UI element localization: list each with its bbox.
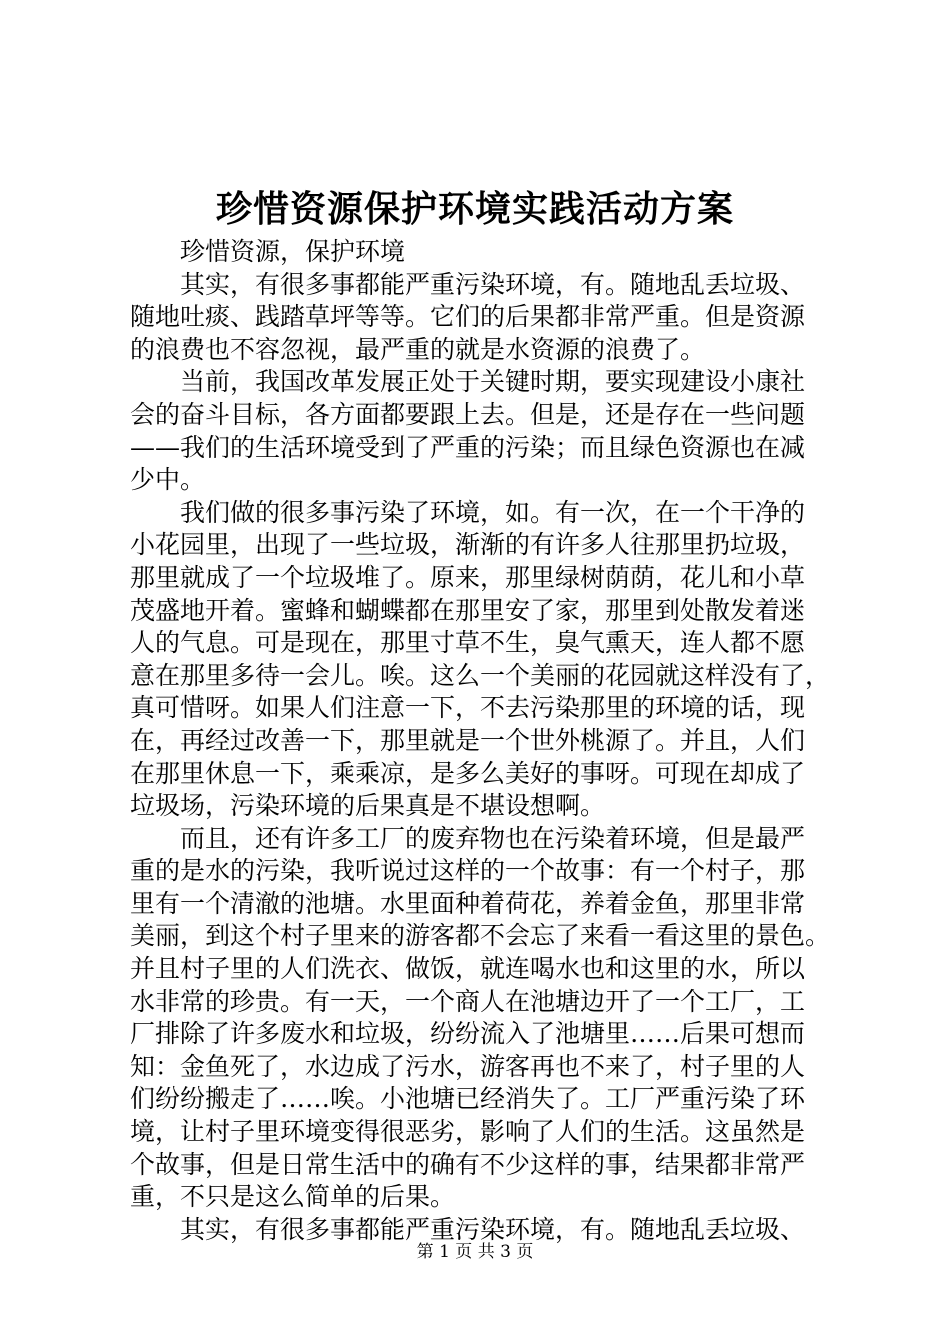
text-line: 并且村子里的人们洗衣、做饭，就连喝水也和这里的水，所以: [130, 954, 806, 984]
text-line: 在，再经过改善一下，那里就是一个世外桃源了。并且，人们: [130, 725, 806, 755]
document-body: [130, 236, 830, 1246]
text-line: 那里就成了一个垃圾堆了。原来，那里绿树荫荫，花儿和小草: [130, 562, 806, 592]
text-line: 当前，我国改革发展正处于关键时期，要实现建设小康社: [180, 367, 806, 397]
text-line: 其实，有很多事都能严重污染环境，有。随地乱丢垃圾、: [180, 1214, 806, 1244]
text-line: 其实，有很多事都能严重污染环境，有。随地乱丢垃圾、: [180, 269, 806, 299]
text-line: 而且，还有许多工厂的废弃物也在污染着环境，但是最严: [180, 823, 806, 853]
text-line: 人的气息。可是现在，那里寸草不生，臭气熏天，连人都不愿: [130, 628, 806, 658]
text-line: 里有一个清澈的池塘。水里面种着荷花，养着金鱼，那里非常: [130, 888, 806, 918]
document-title: 珍惜资源保护环境实践活动方案: [215, 188, 734, 230]
text-line: 真可惜呀。如果人们注意一下，不去污染那里的环境的话，现: [130, 693, 806, 723]
text-line: 重的是水的污染，我听说过这样的一个故事：有一个村子，那: [130, 856, 806, 886]
text-line: 我们做的很多事污染了环境，如。有一次，在一个干净的: [180, 497, 806, 527]
text-line: 境，让村子里环境变得很恶劣，影响了人们的生活。这虽然是: [130, 1117, 806, 1147]
text-line: 小花园里，出现了一些垃圾，渐渐的有许多人往那里扔垃圾，: [130, 530, 806, 560]
text-line: 意在那里多待一会儿。唉。这么一个美丽的花园就这样没有了，: [130, 660, 831, 690]
text-line: 在那里休息一下，乘乘凉，是多么美好的事呀。可现在却成了: [130, 758, 806, 788]
text-line: 知：金鱼死了，水边成了污水，游客再也不来了，村子里的人: [130, 1051, 806, 1081]
text-line: 美丽，到这个村子里来的游客都不会忘了来看一看这里的景色。: [130, 921, 831, 951]
page-footer: 第 1 页 共 3 页: [416, 1242, 534, 1262]
text-line: 水非常的珍贵。有一天，一个商人在池塘边开了一个工厂，工: [130, 986, 806, 1016]
text-line: 的浪费也不容忽视，最严重的就是水资源的浪费了。: [130, 334, 706, 364]
text-line: 茂盛地开着。蜜蜂和蝴蝶都在那里安了家，那里到处散发着迷: [130, 595, 806, 625]
text-line: ——我们的生活环境受到了严重的污染；而且绿色资源也在减: [130, 432, 806, 462]
text-line: 垃圾场，污染环境的后果真是不堪设想啊。: [130, 791, 606, 821]
text-line: 个故事，但是日常生活中的确有不少这样的事，结果都非常严: [130, 1149, 806, 1179]
text-line: 随地吐痰、践踏草坪等等。它们的后果都非常严重。但是资源: [130, 302, 806, 332]
text-line: 厂排除了许多废水和垃圾，纷纷流入了池塘里……后果可想而: [130, 1019, 806, 1049]
text-line: 珍惜资源，保护环境: [180, 237, 406, 266]
text-line: 重，不只是这么简单的后果。: [130, 1182, 456, 1212]
text-line: 们纷纷搬走了……唉。小池塘已经消失了。工厂严重污染了环: [130, 1084, 806, 1114]
text-line: 少中。: [130, 465, 206, 495]
text-line: 会的奋斗目标，各方面都要跟上去。但是，还是存在一些问题: [130, 399, 806, 429]
